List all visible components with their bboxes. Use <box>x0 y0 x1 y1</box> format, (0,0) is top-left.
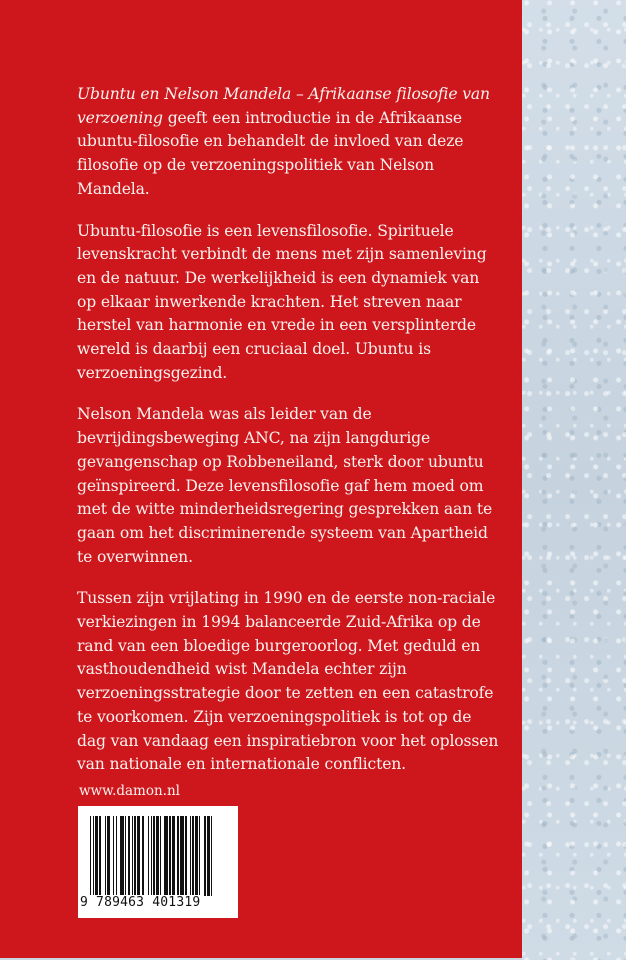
blurb-paragraph-3: Nelson Mandela was als leider van de bevrijdingsbeweging ANC, na zijn langdurige gevangenschap op Robbeneiland, sterk door ubuntu geïnspireerd. Deze levensfilosofie gaf hem moed om met de witte minderheidsregering gesprekken aan te gaan om het discriminerende systeem van Apartheid te overwinnen. <box>77 405 493 566</box>
blurb-paragraph-1-rest: geeft een introductie in de Afrikaanse ubuntu-filosofie en behandelt de invloed van deze filosofie op de verzoeningspolitiek van Nelson Mandela. <box>77 108 464 198</box>
blurb-paragraph-1 <box>77 83 502 202</box>
blurb-text <box>77 83 502 795</box>
isbn-number: 9 789463 401319 <box>80 895 201 910</box>
blurb-paragraph-2: Ubuntu-filosofie is een levensfilosofie. Spirituele levenskracht verbindt de mens met zijn samenleving en de natuur. De werkelijkheid is een dynamiek van op elkaar inwerkende krachten. Het streven naar herstel van harmonie en vrede in een versplinterde wereld is daarbij een cruciaal doel. Ubuntu is verzoeningsgezind. <box>77 221 487 382</box>
publisher-url: www.damon.nl <box>79 783 180 799</box>
book-title-italic: Ubuntu en Nelson Mandela – Afrikaanse filosofie van verzoening <box>77 85 490 127</box>
background-texture <box>522 0 626 960</box>
barcode-icon <box>90 816 222 896</box>
blurb-paragraph-4: Tussen zijn vrijlating in 1990 en de eerste non-raciale verkiezingen in 1994 balanceerde Zuid-Afrika op de rand van een bloedige burgeroorlog. Met geduld en vasthoudendheid wist Mandela echter zijn verzoeningsstrategie door te zetten en een catastrofe te voorkomen. Zijn verzoeningspolitiek is tot op de dag van vandaag een inspiratiebron voor het oplossen van nationale en internationale conflicten. <box>77 589 499 774</box>
isbn-barcode <box>78 806 238 918</box>
